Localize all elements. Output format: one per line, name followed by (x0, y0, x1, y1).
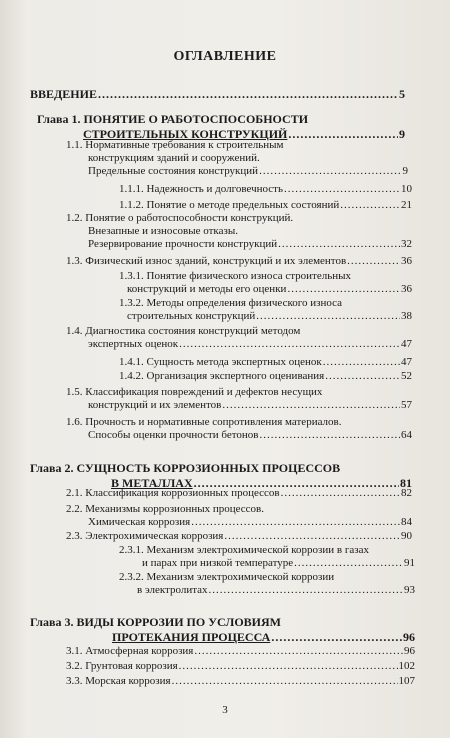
toc-entry-text: и парах при низкой температуре (142, 557, 294, 569)
toc-entry-text: 2.3.1. Механизм электрохимической коррозии в газах (119, 544, 369, 556)
toc-page-number: 64 (401, 429, 412, 441)
toc-entry-text: 1.1. Нормативные требования к строительным (66, 139, 284, 151)
toc-entry-text: 1.4.1. Сущность метода экспертных оценок (119, 356, 322, 368)
toc-page-number: 90 (401, 530, 412, 542)
toc-entry (119, 370, 412, 383)
toc-page-number: 10 (401, 183, 412, 195)
toc-entry-text: Глава 1. ПОНЯТИЕ О РАБОТОСПОСОБНОСТИ (37, 112, 309, 126)
toc-page-number: 96 (403, 630, 415, 644)
dot-leader (284, 183, 400, 196)
toc-entry-text: 2.1. Классификация коррозионных процессов (66, 487, 280, 499)
toc-entry (119, 544, 415, 570)
toc-entry-text: Глава 2. СУЩНОСТЬ КОРРОЗИОННЫХ ПРОЦЕССОВ (30, 461, 341, 475)
toc-page-number: 38 (401, 310, 412, 322)
toc-page-number: 102 (398, 660, 415, 672)
toc-entry (119, 297, 412, 323)
toc-entry (66, 416, 412, 442)
toc-entry (66, 325, 412, 351)
dot-leader (256, 310, 400, 323)
toc-entry-text: 1.3.1. Понятие физического износа строительных (119, 270, 352, 282)
page-title: ОГЛАВЛЕНИЕ (173, 49, 277, 64)
toc-entry (119, 270, 412, 296)
toc-entry-text: 1.4.2. Организация экспертного оценивания (119, 370, 325, 382)
toc-entry-text: конструкций и методы его оценки (127, 283, 287, 295)
dot-leader (98, 87, 398, 102)
toc-page-number: 107 (398, 675, 415, 687)
toc-entry-text: СТРОИТЕЛЬНЫХ КОНСТРУКЦИЙ (83, 127, 288, 141)
toc-entry-text: 1.3. Физический износ зданий, конструкций и их элементов (66, 255, 347, 267)
toc-entry-text: 1.1.1. Надежность и долговечность (119, 183, 283, 195)
toc-entry-text: Глава 3. ВИДЫ КОРРОЗИИ ПО УСЛОВИЯМ (30, 615, 281, 629)
toc-entry-text: 3.2. Грунтовая коррозия (66, 660, 178, 672)
dot-leader (179, 660, 398, 673)
toc-entry-text: 1.3.2. Методы определения физического износа (119, 297, 343, 309)
toc-entry-text: Резервирование прочности конструкций (88, 238, 278, 250)
toc-entry-text: В МЕТАЛЛАХ (111, 476, 193, 490)
toc-entry (66, 645, 415, 658)
toc-page-number: 52 (401, 370, 412, 382)
toc-entry-text: конструкциям зданий и сооружений. (88, 152, 260, 164)
toc-page-number: 36 (401, 255, 412, 267)
page-number: 3 (222, 704, 228, 716)
toc-page-number: 84 (401, 516, 412, 528)
toc-page-number: 5 (399, 87, 405, 101)
toc-entry-text: 2.3.2. Механизм электрохимической коррозии (119, 571, 335, 583)
dot-leader (294, 557, 403, 570)
toc-entry (119, 199, 412, 212)
toc-entry-text: 1.1.2. Понятие о методе предельных состояний (119, 199, 340, 211)
dot-leader (209, 584, 403, 597)
toc-entry-text: Способы оценки прочности бетонов (88, 429, 259, 441)
toc-entry-text: строительных конструкций (127, 310, 256, 322)
toc-page-number: 93 (404, 584, 415, 596)
toc-entry-text: 1.6. Прочность и нормативные сопротивления материалов. (66, 416, 342, 428)
toc-page-number: 91 (404, 557, 415, 569)
toc-page-number: 32 (401, 238, 412, 250)
toc-entry-text: экспертных оценок (88, 338, 179, 350)
dot-leader (194, 645, 403, 658)
toc-chapter-entry (30, 87, 405, 102)
toc-entry-text: 2.3. Электрохимическая коррозия (66, 530, 224, 542)
dot-leader (222, 399, 400, 412)
toc-entry-text: Предельные состояния конструкций (88, 165, 259, 177)
toc-page-number: 82 (401, 487, 412, 499)
toc-page-number: 9 (399, 127, 405, 141)
dot-leader (325, 370, 400, 383)
toc-chapter-entry (30, 615, 415, 645)
dot-leader (179, 338, 400, 351)
dot-leader (278, 238, 400, 251)
dot-leader (323, 356, 400, 369)
toc-entry (66, 660, 415, 673)
toc-entry-text: 1.5. Классификация повреждений и дефектов несущих (66, 386, 323, 398)
dot-leader (172, 675, 398, 688)
toc-entry (119, 183, 412, 196)
toc-page-number: 9 (402, 165, 408, 177)
toc-entry-text: 3.1. Атмосферная коррозия (66, 645, 194, 657)
toc-entry-text: в электролитах (137, 584, 208, 596)
toc-entry (66, 503, 412, 529)
dot-leader (347, 255, 400, 268)
toc-entry (66, 386, 412, 412)
toc-entry-text: 1.2. Понятие о работоспособности конструкций. (66, 212, 294, 224)
toc-page-number: 36 (401, 283, 412, 295)
toc-entry (66, 212, 412, 251)
toc-entry (119, 356, 412, 369)
toc-entry-text: Химическая коррозия (88, 516, 191, 528)
dot-leader (259, 165, 401, 178)
dot-leader (281, 487, 400, 500)
toc-entry-text: ВВЕДЕНИЕ (30, 87, 97, 101)
toc-entry (66, 530, 412, 543)
toc-entry-text: 1.4. Диагностика состояния конструкций методом (66, 325, 301, 337)
toc-entry-text: конструкций и их элементов (88, 399, 222, 411)
toc-entry (66, 487, 412, 500)
toc-entry-text: Внезапные и износовые отказы. (88, 225, 238, 237)
toc-page-number: 81 (400, 476, 412, 490)
toc-entry-text: ПРОТЕКАНИЯ ПРОЦЕССА (112, 630, 271, 644)
dot-leader (340, 199, 400, 212)
dot-leader (287, 283, 400, 296)
toc-page-number: 21 (401, 199, 412, 211)
dot-leader (259, 429, 400, 442)
toc-page-number: 47 (401, 338, 412, 350)
toc-page-number: 47 (401, 356, 412, 368)
toc-entry-text: 3.3. Морская коррозия (66, 675, 171, 687)
toc-entry (66, 255, 412, 268)
toc-page-number: 57 (401, 399, 412, 411)
toc-chapter-entry (37, 112, 405, 142)
toc-entry (119, 571, 415, 597)
dot-leader (191, 516, 400, 529)
dot-leader (271, 630, 402, 645)
toc-entry (66, 139, 408, 178)
dot-leader (224, 530, 400, 543)
toc-entry (66, 675, 415, 688)
toc-page-number: 96 (404, 645, 415, 657)
toc-entry-text: 2.2. Механизмы коррозионных процессов. (66, 503, 264, 515)
